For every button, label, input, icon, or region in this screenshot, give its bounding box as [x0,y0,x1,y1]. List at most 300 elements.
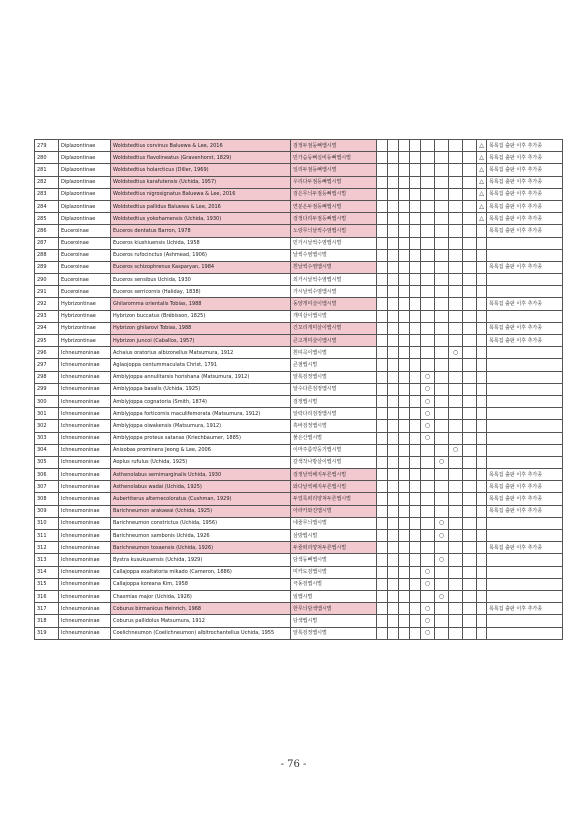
table-row [35,432,563,444]
scientific-name-cell: Amblyjoppa basalis (Uchida, 1925) [111,383,291,395]
occurrence-col-2 [435,444,449,456]
table-row [35,517,563,529]
subfamily-cell: Ichneumoninae [59,432,111,444]
status-mark [477,456,487,468]
occurrence-col-1: ○ [421,408,435,420]
check-col-4 [410,225,421,237]
korean-name-cell: 네줄무늬맵시벌 [291,517,377,529]
subfamily-cell: Ichneumoninae [59,578,111,590]
check-col-4 [410,420,421,432]
check-col-2 [388,432,399,444]
check-col-2 [388,310,399,322]
occurrence-col-2 [435,335,449,347]
note-cell [487,408,563,420]
scientific-name-cell: Aoplus rufulus (Uchida, 1925) [111,456,291,468]
occurrence-col-3 [449,286,463,298]
check-col-4 [410,298,421,310]
occurrence-col-1 [421,249,435,261]
check-col-2 [388,469,399,481]
check-col-3 [399,237,410,249]
occurrence-col-2 [435,274,449,286]
row-number: 314 [35,566,59,578]
table-row [35,615,563,627]
table-row [35,249,563,261]
occurrence-col-2 [435,322,449,334]
table-row [35,286,563,298]
korean-name-cell: 알록검정맵시벌 [291,371,377,383]
table-row [35,200,563,212]
check-col-2 [388,347,399,359]
occurrence-col-3 [449,542,463,554]
check-col-1 [377,359,388,371]
korean-name-cell: 흑바검정맵시벌 [291,420,377,432]
occurrence-col-3 [449,261,463,273]
row-number: 294 [35,322,59,334]
check-col-2 [388,615,399,627]
korean-name-cell: 긴꼬리개미살이맵시벌 [291,322,377,334]
check-col-3 [399,261,410,273]
status-mark [477,542,487,554]
species-table [34,139,563,640]
check-col-3 [399,444,410,456]
status-mark [477,310,487,322]
check-col-3 [399,627,410,639]
note-cell [487,237,563,249]
occurrence-col-3 [449,237,463,249]
check-col-1 [377,505,388,517]
occurrence-col-4 [463,627,477,639]
occurrence-col-2 [435,176,449,188]
row-number: 310 [35,517,59,529]
check-col-1 [377,140,388,152]
scientific-name-cell: Woldstedtius flavolineatus (Gravenhorst, 1829) [111,152,291,164]
check-col-4 [410,322,421,334]
check-col-2 [388,176,399,188]
status-mark [477,383,487,395]
note-cell: 목록집 출판 이후 추가종 [487,481,563,493]
scientific-name-cell: Barichneumon constrictus (Uchida, 1956) [111,517,291,529]
subfamily-cell: Ichneumoninae [59,469,111,481]
status-mark [477,493,487,505]
occurrence-col-3 [449,505,463,517]
check-col-2 [388,359,399,371]
scientific-name-cell: Amblyjoppa annulitarsis horishana (Matsumura, 1912) [111,371,291,383]
scientific-name-cell: Achaius oratorius albizonellus Matsumura, 1912 [111,347,291,359]
row-number: 318 [35,615,59,627]
note-cell [487,383,563,395]
scientific-name-cell: Chasmias major (Uchida, 1926) [111,590,291,602]
check-col-2 [388,140,399,152]
occurrence-col-4 [463,578,477,590]
subfamily-cell: Ichneumoninae [59,530,111,542]
korean-name-cell: 담색맵시벌 [291,615,377,627]
table-row [35,371,563,383]
row-number: 311 [35,530,59,542]
status-mark [477,408,487,420]
subfamily-cell: Diplazontinae [59,176,111,188]
check-col-4 [410,249,421,261]
check-col-2 [388,261,399,273]
status-mark [477,615,487,627]
occurrence-col-4 [463,566,477,578]
subfamily-cell: Diplazontinae [59,164,111,176]
check-col-2 [388,274,399,286]
occurrence-col-3 [449,213,463,225]
status-mark [477,359,487,371]
check-col-4 [410,456,421,468]
scientific-name-cell: Aubertiterus alternecoloratus (Cushman, 1929) [111,493,291,505]
occurrence-col-2 [435,395,449,407]
occurrence-col-1 [421,469,435,481]
check-col-1 [377,395,388,407]
check-col-1 [377,456,388,468]
note-cell [487,590,563,602]
occurrence-col-2 [435,359,449,371]
occurrence-col-2 [435,286,449,298]
check-col-1 [377,261,388,273]
check-col-2 [388,444,399,456]
check-col-3 [399,383,410,395]
occurrence-col-1 [421,517,435,529]
check-col-3 [399,347,410,359]
occurrence-col-1: ○ [421,420,435,432]
subfamily-cell: Euceroinae [59,286,111,298]
check-col-2 [388,603,399,615]
korean-name-cell: 민가슴둥뼈실비등뼈맵시벌 [291,152,377,164]
check-col-1 [377,164,388,176]
row-number: 304 [35,444,59,456]
check-col-3 [399,225,410,237]
table-row [35,261,563,273]
korean-name-cell: 흰띠곡이맵시벌 [291,347,377,359]
scientific-name-cell: Euceros kiushiuensis Uchida, 1958 [111,237,291,249]
note-cell [487,395,563,407]
occurrence-col-3 [449,225,463,237]
occurrence-col-2: ○ [435,530,449,542]
status-mark [477,505,487,517]
row-number: 303 [35,432,59,444]
occurrence-col-2 [435,566,449,578]
table-row [35,456,563,468]
check-col-4 [410,554,421,566]
korean-name-cell: 알수다른검정맵시벌 [291,383,377,395]
check-col-4 [410,493,421,505]
check-col-2 [388,530,399,542]
occurrence-col-4 [463,152,477,164]
check-col-2 [388,383,399,395]
korean-name-cell: 붉은산맵시벌 [291,432,377,444]
check-col-1 [377,383,388,395]
occurrence-col-4 [463,322,477,334]
note-cell [487,347,563,359]
occurrence-col-1 [421,152,435,164]
page-number: - 76 - [280,759,307,770]
status-mark [477,274,487,286]
check-col-1 [377,444,388,456]
check-col-2 [388,554,399,566]
check-col-1 [377,237,388,249]
subfamily-cell: Ichneumoninae [59,395,111,407]
check-col-3 [399,493,410,505]
occurrence-col-1 [421,322,435,334]
occurrence-col-1 [421,444,435,456]
occurrence-col-1 [421,530,435,542]
note-cell [487,517,563,529]
status-mark [477,530,487,542]
check-col-1 [377,566,388,578]
occurrence-col-3 [449,456,463,468]
occurrence-col-1: ○ [421,627,435,639]
occurrence-col-3 [449,469,463,481]
check-col-1 [377,176,388,188]
note-cell: 목록집 출판 이후 추가종 [487,542,563,554]
row-number: 288 [35,249,59,261]
occurrence-col-2 [435,432,449,444]
row-number: 297 [35,359,59,371]
check-col-4 [410,615,421,627]
check-col-1 [377,542,388,554]
occurrence-col-2 [435,578,449,590]
occurrence-col-3 [449,322,463,334]
occurrence-col-2 [435,188,449,200]
occurrence-col-4 [463,383,477,395]
scientific-name-cell: Euceros serricornis (Haliday, 1838) [111,286,291,298]
occurrence-col-2: ○ [435,554,449,566]
occurrence-col-4 [463,615,477,627]
subfamily-cell: Ichneumoninae [59,359,111,371]
check-col-1 [377,554,388,566]
check-col-4 [410,347,421,359]
scientific-name-cell: Amblyjoppa cognatoria (Smith, 1874) [111,395,291,407]
occurrence-col-1 [421,554,435,566]
occurrence-col-3 [449,432,463,444]
occurrence-col-2 [435,420,449,432]
note-cell [487,530,563,542]
row-number: 291 [35,286,59,298]
row-number: 281 [35,164,59,176]
scientific-name-cell: Woldstedtius pallidus Baluewa & Lee, 2016 [111,200,291,212]
table-row [35,274,563,286]
occurrence-col-3 [449,493,463,505]
check-col-1 [377,274,388,286]
check-col-2 [388,566,399,578]
table-row [35,566,563,578]
check-col-3 [399,615,410,627]
note-cell: 목록집 출판 이후 추가종 [487,152,563,164]
check-col-3 [399,200,410,212]
occurrence-col-4 [463,335,477,347]
status-mark [477,261,487,273]
check-col-4 [410,603,421,615]
check-col-4 [410,395,421,407]
korean-name-cell: 개미살이맵시벌 [291,310,377,322]
check-col-4 [410,164,421,176]
occurrence-col-2 [435,481,449,493]
table-row [35,578,563,590]
note-cell: 목록집 출판 이후 추가종 [487,188,563,200]
occurrence-col-1 [421,542,435,554]
status-mark [477,249,487,261]
check-col-4 [410,200,421,212]
row-number: 315 [35,578,59,590]
scientific-name-cell: Hybrizon juncoi (Caballos, 1957) [111,335,291,347]
scientific-name-cell: Hybrizon buccatus (Brébisson, 1825) [111,310,291,322]
occurrence-col-1 [421,164,435,176]
check-col-2 [388,213,399,225]
korean-name-cell: 극동검맵시벌 [291,578,377,590]
occurrence-col-3 [449,481,463,493]
occurrence-col-4 [463,274,477,286]
occurrence-col-2 [435,627,449,639]
table-row [35,444,563,456]
korean-name-cell: 아라카와진맵시벌 [291,505,377,517]
row-number: 317 [35,603,59,615]
occurrence-col-2 [435,469,449,481]
table-row [35,347,563,359]
occurrence-col-2 [435,213,449,225]
occurrence-col-2: ○ [435,590,449,602]
table-row [35,481,563,493]
scientific-name-cell: Euceros sensibus Uchida, 1930 [111,274,291,286]
check-col-1 [377,249,388,261]
row-number: 280 [35,152,59,164]
check-col-1 [377,310,388,322]
status-mark [477,432,487,444]
row-number: 299 [35,383,59,395]
check-col-3 [399,542,410,554]
status-mark: △ [477,200,487,212]
table-row [35,188,563,200]
scientific-name-cell: Amblyjoppa proteus satanas (Kriechbaumer, 1885) [111,432,291,444]
occurrence-col-4 [463,432,477,444]
occurrence-col-3 [449,615,463,627]
check-col-2 [388,408,399,420]
check-col-3 [399,432,410,444]
status-mark: △ [477,188,487,200]
row-number: 293 [35,310,59,322]
occurrence-col-1: ○ [421,383,435,395]
korean-name-cell: 흰날씩수염맵시벌 [291,261,377,273]
korean-name-cell: 노랑무늬날씩수염맵시벌 [291,225,377,237]
korean-name-cell: 알록검정맵시벌 [291,627,377,639]
check-col-1 [377,298,388,310]
note-cell [487,286,563,298]
occurrence-col-1 [421,225,435,237]
occurrence-col-3 [449,152,463,164]
check-col-1 [377,615,388,627]
table-row [35,493,563,505]
occurrence-col-3 [449,249,463,261]
occurrence-col-4 [463,517,477,529]
occurrence-col-2 [435,261,449,273]
check-col-3 [399,335,410,347]
check-col-1 [377,286,388,298]
subfamily-cell: Ichneumoninae [59,603,111,615]
note-cell [487,249,563,261]
occurrence-col-1: ○ [421,432,435,444]
scientific-name-cell: Bystra kusukusensis (Uchida, 1929) [111,554,291,566]
table-row [35,213,563,225]
subfamily-cell: Ichneumoninae [59,542,111,554]
occurrence-col-4 [463,493,477,505]
occurrence-col-1 [421,176,435,188]
korean-name-cell: 민가시날씩수염맵시벌 [291,237,377,249]
subfamily-cell: Ichneumoninae [59,493,111,505]
check-col-2 [388,627,399,639]
note-cell [487,456,563,468]
occurrence-col-3: ○ [449,444,463,456]
occurrence-col-3 [449,395,463,407]
occurrence-col-4 [463,590,477,602]
occurrence-col-4 [463,359,477,371]
note-cell [487,627,563,639]
occurrence-col-1 [421,286,435,298]
check-col-4 [410,590,421,602]
status-mark [477,371,487,383]
check-col-1 [377,517,388,529]
check-col-4 [410,213,421,225]
table-row [35,469,563,481]
scientific-name-cell: Asthenolabus semimarginalis Uchida, 1930 [111,469,291,481]
occurrence-col-1 [421,347,435,359]
note-cell: 목록집 출판 이후 추가종 [487,261,563,273]
note-cell [487,444,563,456]
korean-name-cell: 한무늬담색맵시벌 [291,603,377,615]
check-col-3 [399,152,410,164]
occurrence-col-4 [463,225,477,237]
check-col-2 [388,188,399,200]
status-mark [477,335,487,347]
occurrence-col-3 [449,371,463,383]
occurrence-col-1 [421,213,435,225]
note-cell: 목록집 출판 이후 추가종 [487,200,563,212]
occurrence-col-1 [421,481,435,493]
occurrence-col-3 [449,420,463,432]
row-number: 285 [35,213,59,225]
check-col-4 [410,335,421,347]
note-cell: 목록집 출판 이후 추가종 [487,493,563,505]
check-col-4 [410,469,421,481]
row-number: 302 [35,420,59,432]
occurrence-col-4 [463,140,477,152]
status-mark [477,225,487,237]
status-mark [477,298,487,310]
check-col-1 [377,225,388,237]
occurrence-col-3 [449,200,463,212]
occurrence-col-4 [463,456,477,468]
scientific-name-cell: Barichneumon tosaensis (Uchida, 1926) [111,542,291,554]
occurrence-col-2 [435,200,449,212]
table-row [35,408,563,420]
subfamily-cell: Euceroinae [59,225,111,237]
scientific-name-cell: Anisobas prominens Jeong & Lee, 2006 [111,444,291,456]
korean-name-cell: 우리다두점등뼈맵시벌 [291,176,377,188]
check-col-3 [399,310,410,322]
check-col-3 [399,603,410,615]
table-row [35,590,563,602]
occurrence-col-4 [463,505,477,517]
korean-name-cell: 검은무늬두점등뼈맵시벌 [291,188,377,200]
note-cell: 목록집 출판 이후 추가종 [487,176,563,188]
note-cell [487,615,563,627]
occurrence-col-3 [449,566,463,578]
occurrence-col-3 [449,383,463,395]
note-cell [487,359,563,371]
occurrence-col-4 [463,481,477,493]
row-number: 279 [35,140,59,152]
check-col-3 [399,140,410,152]
row-number: 296 [35,347,59,359]
